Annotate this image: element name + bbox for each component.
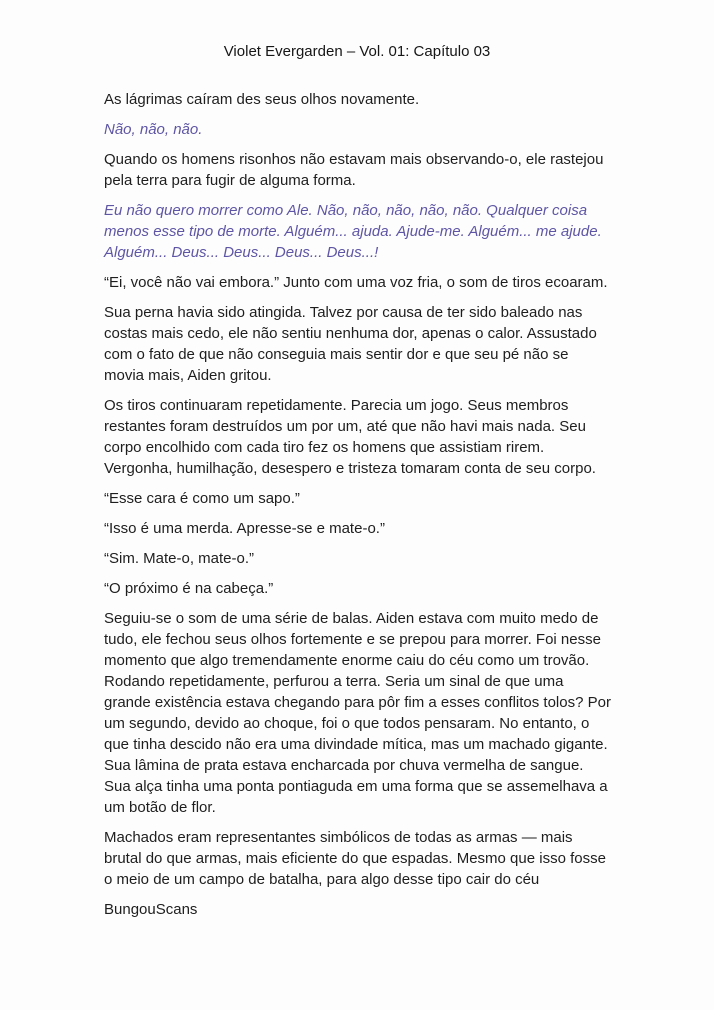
- chapter-title: Violet Evergarden – Vol. 01: Capítulo 03: [223, 43, 491, 60]
- dialogue-paragraph: “O próximo é na cabeça.”: [104, 580, 274, 597]
- paragraph: Sua perna havia sido atingida. Talvez por causa de ter sido baleado nas costas mais cedo, ele não sentiu nenhuma dor, apenas o calor. Assustado com o fato de que não conseguia mais sentir dor e que seu pé não se movia mais, Aiden gritou.: [104, 304, 597, 384]
- paragraph: Quando os homens risonhos não estavam mais observando-o, ele rastejou pela terra para fugir de alguma forma.: [104, 151, 604, 189]
- dialogue-paragraph: “Isso é uma merda. Apresse-se e mate-o.”: [104, 520, 385, 537]
- monologue-paragraph: Não, não, não.: [104, 121, 203, 138]
- monologue-paragraph: Eu não quero morrer como Ale. Não, não, não, não, não. Qualquer coisa menos esse tipo de morte. Alguém... ajuda. Ajude-me. Alguém... me ajude. Alguém... Deus... Deus... Deus... Deus...!: [104, 202, 602, 261]
- dialogue-paragraph: “Esse cara é como um sapo.”: [104, 490, 300, 507]
- paragraph: Machados eram representantes simbólicos de todas as armas — mais brutal do que armas, mais eficiente do que espadas. Mesmo que isso fosse o meio de um campo de batalha, para algo desse tipo cair do céu: [104, 829, 606, 888]
- paragraph: Seguiu-se o som de uma série de balas. Aiden estava com muito medo de tudo, ele fechou seus olhos fortemente e se prepou para morrer. Foi nesse momento que algo tremendamente enorme caiu do céu como um trovão. Rodando repetidamente, perfurou a terra. Seria um sinal de que uma grande existência estava chegando para pôr fim a esses conflitos tolos? Por um segundo, devido ao choque, foi o que todos pensaram. No entanto, o que tinha descido não era uma divindade mítica, mas um machado gigante. Sua lâmina de prata estava encharcada por chuva vermelha de sangue. Sua alça tinha uma ponta pontiaguda em uma forma que se assemelhava a um botão de flor.: [104, 610, 611, 816]
- paragraph: As lágrimas caíram des seus olhos novamente.: [104, 91, 420, 108]
- paragraph: Os tiros continuaram repetidamente. Parecia um jogo. Seus membros restantes foram destruídos um por um, até que não havi mais nada. Seu corpo encolhido com cada tiro fez os homens que assistiam rirem. Vergonha, humilhação, desespero e tristeza tomaram conta de seu corpo.: [104, 397, 596, 477]
- document-body: [104, 89, 612, 890]
- dialogue-paragraph: “Ei, você não vai embora.” Junto com uma voz fria, o som de tiros ecoaram.: [104, 274, 608, 291]
- dialogue-paragraph: “Sim. Mate-o, mate-o.”: [104, 550, 255, 567]
- credit-footer: BungouScans: [104, 901, 198, 918]
